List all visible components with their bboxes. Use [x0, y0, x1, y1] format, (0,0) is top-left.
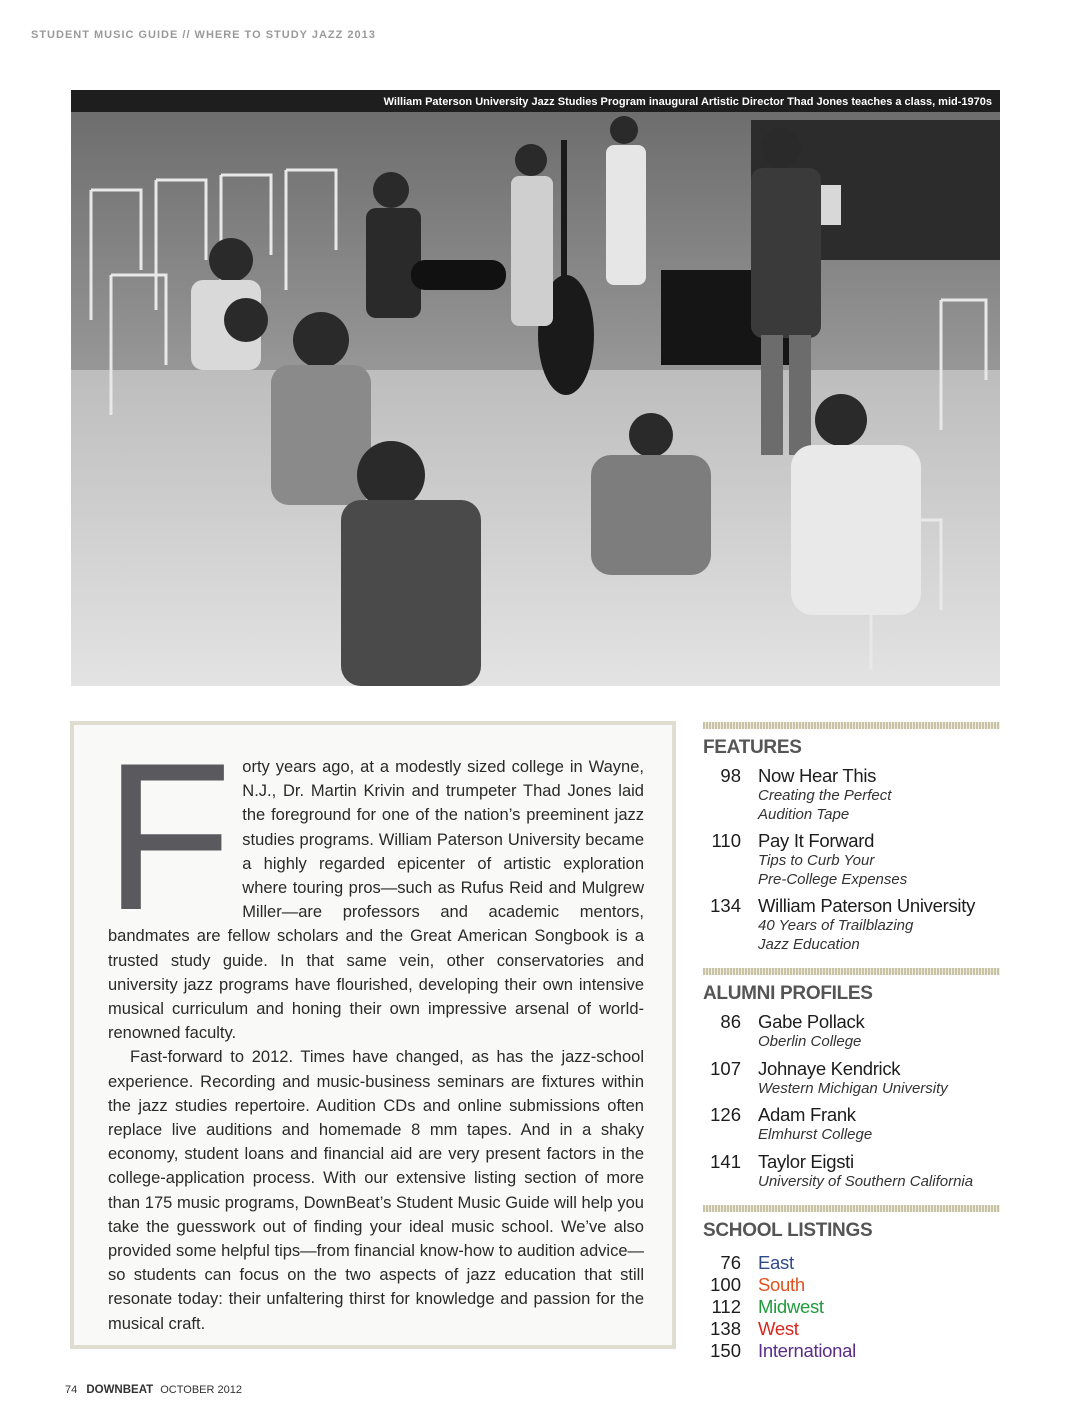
toc-subtitle: Pre-College Expenses — [758, 870, 908, 888]
toc-subtitle: Audition Tape — [758, 805, 850, 823]
listing-item[interactable] — [703, 1296, 1000, 1318]
features-heading: FEATURES — [703, 737, 802, 758]
toc-subtitle: Jazz Education — [758, 935, 860, 953]
class-photo — [71, 90, 1000, 686]
toc-subtitle: University of Southern California — [758, 1172, 974, 1190]
listing-title: International — [758, 1340, 856, 1361]
intro-paragraph-1: orty years ago, at a modestly sized college in Wayne, N.J., Dr. Martin Krivin and trumpeter Thad Jones laid the foreground for one of the nation’s preeminent jazz studies programs. William Paterson University became a highly regarded epicenter of artistic exploration where touring pros—such as Rufus Reid and Mulgrew Miller—are professors and academic mentors, bandmates are fellow scholars and the Great American Songbook is a trusted study guide. In that same vein, other conservatories and university jazz programs have flourished, developing their own intensive musical curriculum and honing their own impressive arsenal of world-renowned faculty. — [108, 758, 644, 1043]
magazine-name: DOWNBEAT — [86, 1384, 154, 1396]
listing-title: South — [758, 1274, 805, 1295]
toc-page: 134 — [710, 895, 741, 916]
intro-text — [104, 719, 644, 1336]
toc-entry[interactable] — [703, 1104, 1000, 1145]
toc-title: Gabe Pollack — [758, 1011, 865, 1032]
listing-page: 112 — [711, 1296, 741, 1317]
toc-subtitle: Elmhurst College — [758, 1126, 873, 1143]
toc-entry[interactable] — [703, 830, 1000, 889]
listing-title: Midwest — [758, 1296, 824, 1317]
toc-entry[interactable] — [703, 1058, 1000, 1099]
toc-title: Now Hear This — [758, 765, 877, 786]
photo-caption: William Paterson University Jazz Studies Program inaugural Artistic Director Thad Jones teaches a class, mid-1970s — [383, 96, 992, 108]
listing-page: 100 — [710, 1274, 741, 1295]
toc-title: Johnaye Kendrick — [758, 1057, 901, 1079]
table-of-contents — [703, 722, 1000, 1362]
listing-page: 138 — [710, 1318, 741, 1339]
toc-subtitle: Western Michigan University — [758, 1079, 948, 1097]
toc-title: Pay It Forward — [758, 830, 875, 851]
listing-item[interactable] — [703, 1318, 1000, 1340]
toc-entry[interactable] — [703, 895, 1000, 954]
toc-title: William Paterson University — [758, 895, 976, 916]
listings-heading: SCHOOL LISTINGS — [703, 1220, 873, 1241]
listing-item[interactable] — [703, 1274, 1000, 1296]
running-head: STUDENT MUSIC GUIDE // WHERE TO STUDY JAZZ 2013 — [31, 29, 376, 41]
toc-page: 107 — [710, 1057, 741, 1079]
listing-page: 76 — [720, 1252, 741, 1273]
toc-entry[interactable] — [703, 765, 1000, 824]
class-photo-illustration — [71, 90, 1000, 686]
toc-entry[interactable] — [703, 1011, 1000, 1052]
intro-box — [70, 721, 676, 1349]
alumni-heading: ALUMNI PROFILES — [703, 983, 873, 1004]
section-divider — [703, 722, 1000, 729]
toc-page: 141 — [710, 1150, 741, 1172]
toc-title: Adam Frank — [758, 1104, 856, 1125]
listing-page: 150 — [710, 1340, 741, 1361]
toc-page: 86 — [720, 1011, 741, 1032]
toc-subtitle: Oberlin College — [758, 1033, 862, 1050]
listing-item[interactable] — [703, 1340, 1000, 1362]
listing-list — [703, 1252, 1000, 1362]
issue-date: OCTOBER 2012 — [160, 1384, 242, 1396]
toc-page: 98 — [720, 765, 741, 786]
section-divider — [703, 968, 1000, 975]
toc-title: Taylor Eigsti — [758, 1150, 854, 1172]
listing-title: East — [758, 1252, 794, 1273]
drop-cap: F — [104, 719, 233, 954]
toc-subtitle: Creating the Perfect — [758, 787, 892, 804]
page-footer — [65, 1384, 242, 1396]
intro-paragraph-2: Fast-forward to 2012. Times have changed, as has the jazz-school experience. Recording and music-business seminars are fixtures within the jazz studies repertoire. Audition CDs and online submissions often replace live auditions and homemade 8 mm tapes. And in a shaky economy, student loans and financial aid are very present factors in the college-application process. With our extensive listing section of more than 175 music programs, DownBeat’s Student Music Guide will help you take the guesswork out of finding your ideal music school. We’ve also provided some helpful tips—from financial know-how to audition advice—so students can focus on the two aspects of jazz education that still resonate today: their unfaltering thirst for knowledge and passion for the musical craft. — [108, 1048, 644, 1333]
page-number: 74 — [65, 1384, 78, 1396]
toc-page: 110 — [711, 830, 741, 851]
listing-item[interactable] — [703, 1252, 1000, 1274]
listing-title: West — [758, 1318, 799, 1339]
section-divider — [703, 1205, 1000, 1212]
toc-subtitle: Tips to Curb Your — [758, 852, 875, 869]
toc-subtitle: 40 Years of Trailblazing — [758, 917, 914, 934]
toc-entry[interactable] — [703, 1151, 1000, 1192]
toc-page: 126 — [710, 1104, 741, 1125]
